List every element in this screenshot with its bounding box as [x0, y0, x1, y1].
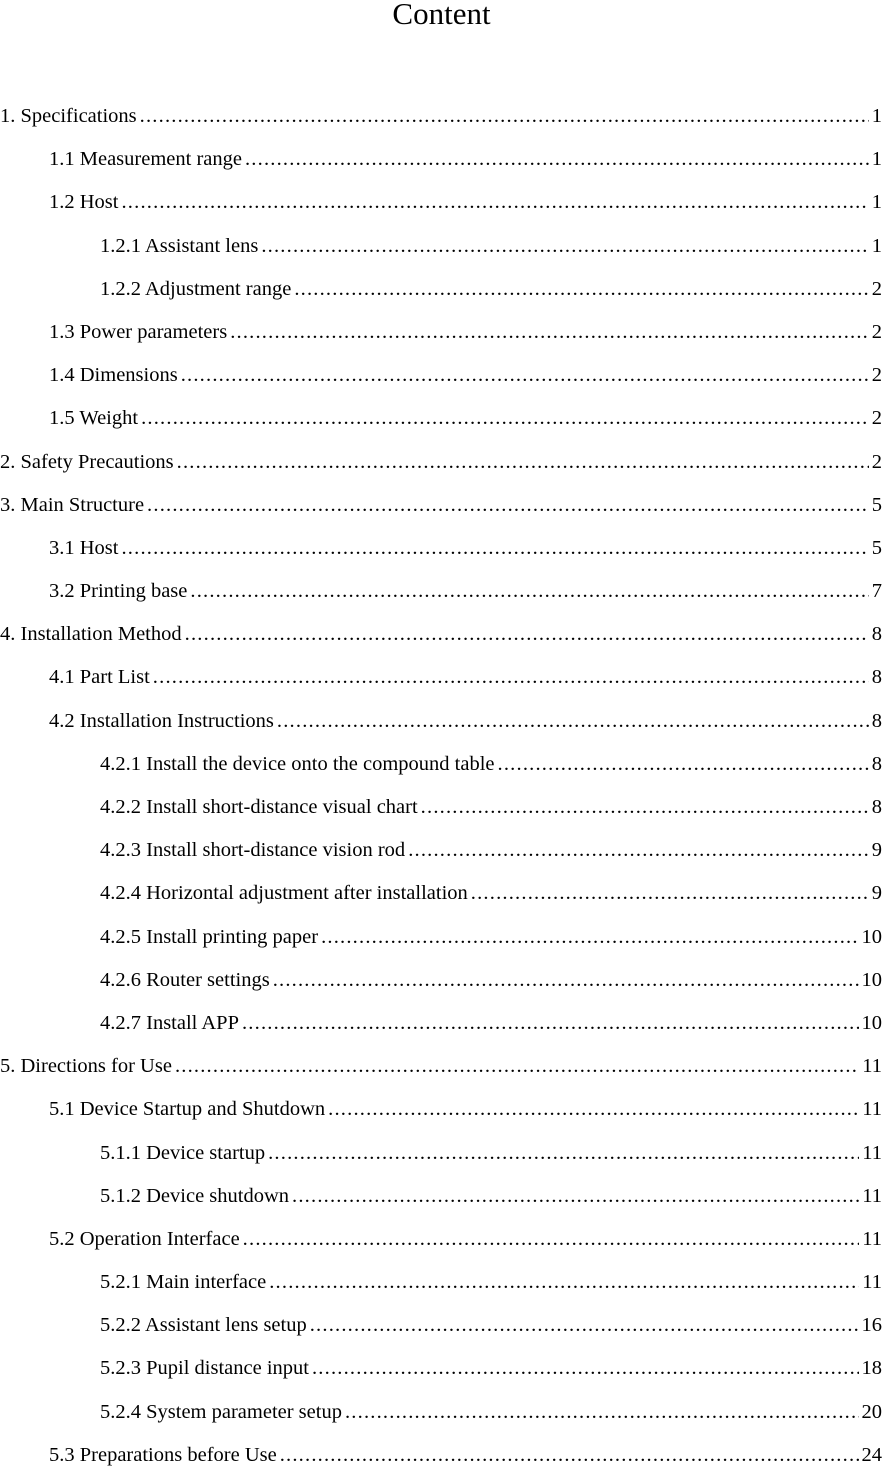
toc-entry-label: 4.2.1 Install the device onto the compound table	[100, 752, 495, 775]
toc-dot-leader	[243, 1218, 860, 1261]
toc-dot-leader	[147, 484, 869, 527]
toc-entry-label: 3.2 Printing base	[49, 580, 188, 603]
toc-dot-leader	[277, 700, 869, 743]
toc-entry[interactable]	[0, 1175, 882, 1218]
toc-dot-leader	[310, 1304, 859, 1347]
toc-dot-leader	[421, 786, 869, 829]
toc-entry-page-number: 11	[862, 1141, 882, 1164]
toc-entry[interactable]	[0, 1218, 882, 1261]
toc-entry-page-number: 2	[871, 450, 882, 473]
toc-entry-page-number: 10	[861, 925, 882, 948]
toc-entry-page-number: 1	[871, 148, 882, 171]
toc-entry[interactable]	[0, 441, 882, 484]
toc-entry[interactable]	[0, 1045, 882, 1088]
toc-entry-label: 4. Installation Method	[0, 623, 182, 646]
toc-entry[interactable]	[0, 1391, 882, 1434]
toc-entry[interactable]	[0, 656, 882, 699]
toc-entry[interactable]	[0, 1347, 882, 1390]
toc-dot-leader	[292, 1175, 859, 1218]
toc-entry[interactable]	[0, 872, 882, 915]
toc-dot-leader	[185, 613, 869, 656]
toc-entry-label: 5.3 Preparations before Use	[49, 1443, 277, 1466]
toc-dot-leader	[245, 138, 869, 181]
toc-entry-label: 5.2.4 System parameter setup	[100, 1400, 342, 1423]
toc-entry-label: 1.1 Measurement range	[49, 148, 242, 171]
toc-entry-page-number: 2	[871, 407, 882, 430]
toc-entry[interactable]	[0, 484, 882, 527]
toc-dot-leader	[175, 1045, 859, 1088]
toc-dot-leader	[312, 1347, 859, 1390]
toc-dot-leader	[498, 743, 869, 786]
toc-entry-page-number: 5	[871, 536, 882, 559]
toc-entry[interactable]	[0, 1261, 882, 1304]
toc-entry-page-number: 8	[871, 666, 882, 689]
toc-entry-label: 2. Safety Precautions	[0, 450, 174, 473]
toc-entry-page-number: 2	[871, 277, 882, 300]
toc-dot-leader	[261, 225, 868, 268]
toc-entry-page-number: 10	[861, 1011, 882, 1034]
toc-dot-leader	[268, 1132, 859, 1175]
toc-entry[interactable]	[0, 1304, 882, 1347]
toc-entry-label: 4.2.6 Router settings	[100, 968, 270, 991]
toc-entry[interactable]	[0, 95, 882, 138]
toc-entry-label: 3. Main Structure	[0, 493, 145, 516]
toc-entry-label: 1.5 Weight	[49, 407, 139, 430]
toc-dot-leader	[190, 570, 868, 613]
toc-entry-label: 5.2 Operation Interface	[49, 1227, 240, 1250]
toc-entry-label: 3.1 Host	[49, 536, 119, 559]
toc-entry-page-number: 9	[871, 882, 882, 905]
toc-entry[interactable]	[0, 570, 882, 613]
toc-dot-leader	[177, 441, 869, 484]
toc-entry-label: 4.2 Installation Instructions	[49, 709, 274, 732]
toc-entry[interactable]	[0, 181, 882, 224]
toc-entry-label: 1. Specifications	[0, 105, 137, 127]
toc-entry[interactable]	[0, 786, 882, 829]
toc-entry-page-number: 8	[871, 623, 882, 646]
toc-dot-leader	[321, 916, 858, 959]
table-of-contents	[0, 95, 882, 1477]
toc-entry-label: 4.2.2 Install short-distance visual chart	[100, 796, 418, 818]
toc-entry[interactable]	[0, 743, 882, 786]
toc-entry-page-number: 1	[871, 234, 882, 257]
toc-entry-label: 1.4 Dimensions	[49, 364, 178, 387]
toc-dot-leader	[181, 354, 869, 397]
toc-entry-page-number: 7	[871, 580, 882, 603]
toc-entry-page-number: 11	[862, 1271, 882, 1294]
toc-entry-page-number: 20	[861, 1400, 882, 1423]
toc-dot-leader	[230, 311, 869, 354]
toc-entry-label: 1.2 Host	[49, 191, 119, 214]
toc-dot-leader	[471, 872, 869, 915]
toc-entry-label: 5. Directions for Use	[0, 1055, 172, 1078]
toc-entry-page-number: 1	[871, 105, 882, 127]
toc-entry[interactable]	[0, 138, 882, 181]
toc-entry-page-number: 8	[871, 796, 882, 818]
toc-entry-page-number: 11	[862, 1055, 882, 1078]
page-title: Content	[392, 0, 491, 31]
toc-entry-page-number: 10	[861, 968, 882, 991]
toc-entry-page-number: 18	[861, 1357, 882, 1380]
toc-dot-leader	[280, 1434, 859, 1477]
toc-entry-label: 4.2.3 Install short-distance vision rod	[100, 839, 406, 862]
toc-entry-page-number: 1	[871, 191, 882, 214]
toc-entry-page-number: 2	[871, 364, 882, 387]
toc-entry[interactable]	[0, 1434, 882, 1477]
toc-entry[interactable]	[0, 959, 882, 1002]
toc-dot-leader	[242, 1002, 859, 1045]
toc-entry[interactable]	[0, 527, 882, 570]
toc-entry-page-number: 2	[871, 320, 882, 343]
toc-entry[interactable]	[0, 397, 882, 440]
toc-dot-leader	[121, 181, 868, 224]
toc-entry[interactable]	[0, 225, 882, 268]
toc-dot-leader	[345, 1391, 859, 1434]
toc-entry[interactable]	[0, 1088, 882, 1131]
toc-entry-label: 5.2.2 Assistant lens setup	[100, 1314, 307, 1337]
toc-entry[interactable]	[0, 829, 882, 872]
toc-entry[interactable]	[0, 1132, 882, 1175]
toc-dot-leader	[269, 1261, 859, 1304]
toc-entry-page-number: 11	[862, 1098, 882, 1121]
toc-entry-label: 4.2.5 Install printing paper	[100, 925, 319, 948]
toc-entry[interactable]	[0, 268, 882, 311]
toc-entry[interactable]	[0, 311, 882, 354]
toc-entry-label: 1.2.1 Assistant lens	[100, 234, 259, 257]
toc-dot-leader	[141, 397, 869, 440]
toc-entry-label: 5.1 Device Startup and Shutdown	[49, 1098, 326, 1121]
toc-entry[interactable]	[0, 700, 882, 743]
toc-entry-label: 1.2.2 Adjustment range	[100, 277, 292, 300]
toc-dot-leader	[140, 95, 869, 138]
toc-dot-leader	[153, 656, 869, 699]
toc-entry-page-number: 11	[862, 1227, 882, 1250]
toc-entry-page-number: 9	[871, 839, 882, 862]
toc-entry-label: 4.1 Part List	[49, 666, 150, 689]
toc-entry-label: 4.2.4 Horizontal adjustment after installation	[100, 882, 468, 905]
toc-entry-label: 5.2.3 Pupil distance input	[100, 1357, 309, 1380]
toc-entry[interactable]	[0, 613, 882, 656]
toc-entry-page-number: 8	[871, 752, 882, 775]
toc-entry-label: 5.2.1 Main interface	[100, 1271, 267, 1294]
toc-dot-leader	[273, 959, 859, 1002]
toc-dot-leader	[328, 1088, 859, 1131]
toc-entry-page-number: 8	[871, 709, 882, 732]
toc-entry-page-number: 11	[862, 1184, 882, 1207]
toc-entry-label: 5.1.2 Device shutdown	[100, 1184, 290, 1207]
toc-entry-label: 5.1.1 Device startup	[100, 1141, 266, 1164]
toc-entry[interactable]	[0, 354, 882, 397]
toc-entry-page-number: 16	[861, 1314, 882, 1337]
toc-entry-page-number: 24	[861, 1443, 882, 1466]
toc-entry-page-number: 5	[871, 493, 882, 516]
toc-entry-label: 4.2.7 Install APP	[100, 1011, 239, 1034]
toc-dot-leader	[408, 829, 869, 872]
toc-entry[interactable]	[0, 1002, 882, 1045]
toc-dot-leader	[121, 527, 868, 570]
toc-entry-label: 1.3 Power parameters	[49, 320, 228, 343]
toc-entry[interactable]	[0, 916, 882, 959]
toc-dot-leader	[294, 268, 868, 311]
